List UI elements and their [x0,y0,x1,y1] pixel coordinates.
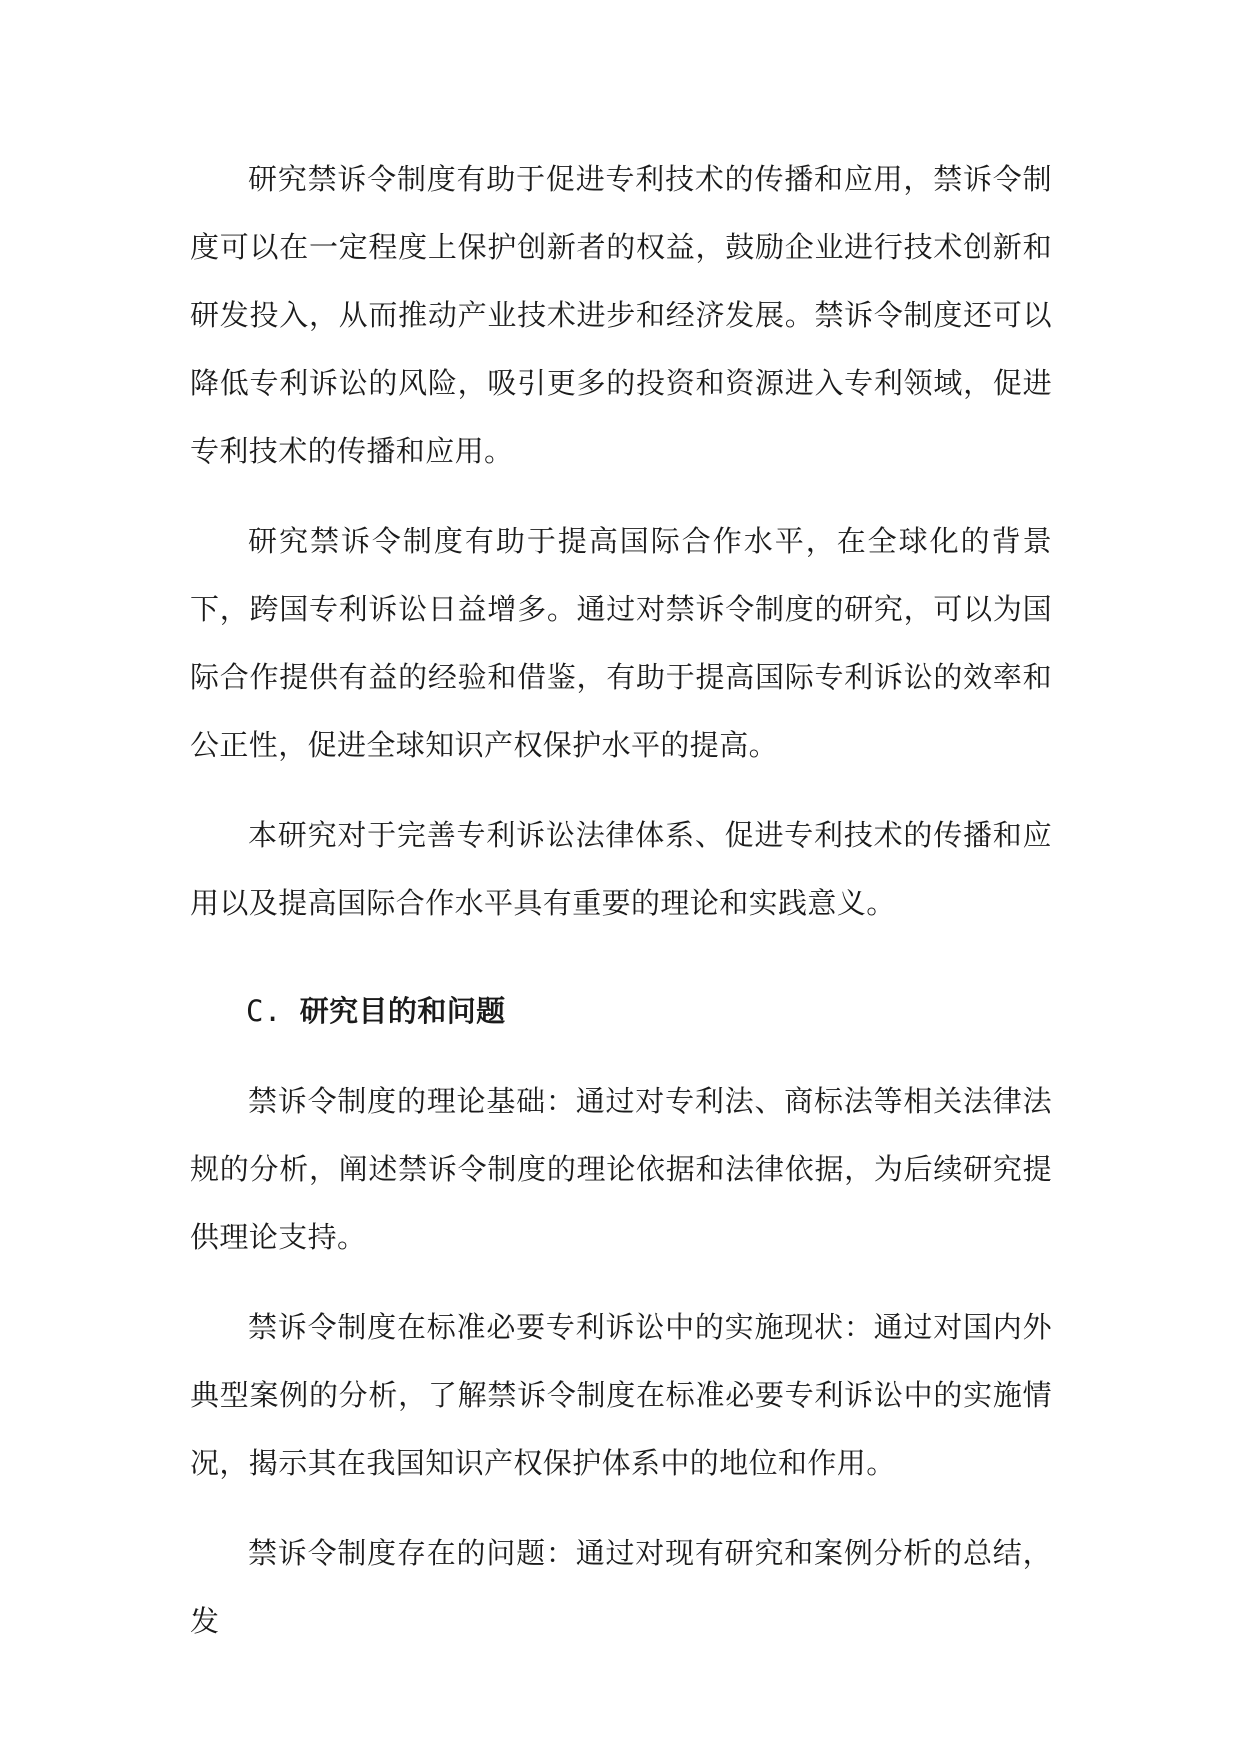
paragraph-international-cooperation: 研究禁诉令制度有助于提高国际合作水平，在全球化的背景下，跨国专利诉讼日益增多。通过对禁诉令制度的研究，可以为国际合作提供有益的经验和借鉴，有助于提高国际专利诉讼的效率和公正性，促进全球知识产权保护水平的提高。 [190,524,1052,762]
paragraph-implementation-status: 禁诉令制度在标准必要专利诉讼中的实施现状：通过对国内外典型案例的分析，了解禁诉令制度在标准必要专利诉讼中的实施情况，揭示其在我国知识产权保护体系中的地位和作用。 [190,1310,1052,1480]
section-heading [190,977,1052,1045]
section-label: C. [246,994,282,1028]
paragraph-research-significance: 本研究对于完善专利诉讼法律体系、促进专利技术的传播和应用以及提高国际合作水平具有重要的理论和实践意义。 [190,818,1052,920]
document-body [190,145,1052,1677]
paragraph-theoretical-basis: 禁诉令制度的理论基础：通过对专利法、商标法等相关法律法规的分析，阐述禁诉令制度的理论依据和法律依据，为后续研究提供理论支持。 [190,1084,1052,1254]
section-title: 研究目的和问题 [299,994,506,1028]
paragraph-patent-diffusion: 研究禁诉令制度有助于促进专利技术的传播和应用，禁诉令制度可以在一定程度上保护创新者的权益，鼓励企业进行技术创新和研发投入，从而推动产业技术进步和经济发展。禁诉令制度还可以降低专利诉讼的风险，吸引更多的投资和资源进入专利领域，促进专利技术的传播和应用。 [190,162,1052,468]
paragraph-existing-problems: 禁诉令制度存在的问题：通过对现有研究和案例分析的总结，发 [190,1536,1052,1638]
